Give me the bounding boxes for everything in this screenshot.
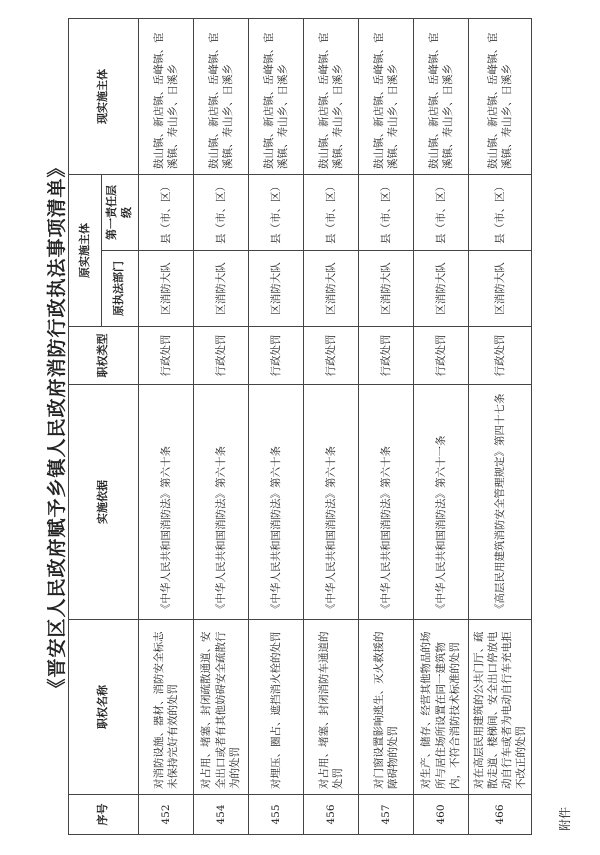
cell-original-dept: 区消防大队 xyxy=(468,251,532,327)
header-original-dept: 原执法部门 xyxy=(102,251,139,327)
cell-current: 鼓山镇、新店镇、岳峰镇、宦溪镇、寿山乡、日溪乡 xyxy=(193,19,248,175)
cell-seq: 456 xyxy=(303,795,358,835)
cell-current: 鼓山镇、新店镇、岳峰镇、宦溪镇、寿山乡、日溪乡 xyxy=(358,19,413,175)
cell-power-type: 行政处罚 xyxy=(468,327,532,385)
header-power-type: 职权类型 xyxy=(69,327,139,385)
table-row xyxy=(193,19,248,835)
table-row xyxy=(303,19,358,835)
header-current: 现实施主体 xyxy=(69,19,139,175)
cell-first-level: 县（市、区） xyxy=(303,175,358,251)
cell-seq: 452 xyxy=(138,795,193,835)
powers-table xyxy=(68,18,532,835)
cell-current: 鼓山镇、新店镇、岳峰镇、宦溪镇、寿山乡、日溪乡 xyxy=(138,19,193,175)
cell-first-level: 县（市、区） xyxy=(138,175,193,251)
cell-seq: 460 xyxy=(413,795,468,835)
header-seq: 序号 xyxy=(69,795,139,835)
cell-first-level: 县（市、区） xyxy=(468,175,532,251)
attachment-label: 附件 xyxy=(558,806,572,831)
cell-first-level: 县（市、区） xyxy=(413,175,468,251)
cell-original-dept: 区消防大队 xyxy=(303,251,358,327)
header-original-group: 原实施主体 xyxy=(69,175,102,327)
cell-seq: 457 xyxy=(358,795,413,835)
cell-seq: 454 xyxy=(193,795,248,835)
header-row xyxy=(69,19,102,835)
cell-first-level: 县（市、区） xyxy=(193,175,248,251)
cell-power-type: 行政处罚 xyxy=(248,327,303,385)
cell-power-type: 行政处罚 xyxy=(358,327,413,385)
cell-first-level: 县（市、区） xyxy=(358,175,413,251)
cell-basis: 《中华人民共和国消防法》第六十一条 xyxy=(413,385,468,620)
table-row xyxy=(413,19,468,835)
cell-basis: 《中华人民共和国消防法》第六十条 xyxy=(358,385,413,620)
cell-seq: 466 xyxy=(468,795,532,835)
cell-basis: 《中华人民共和国消防法》第六十条 xyxy=(248,385,303,620)
cell-basis: 《高层民用建筑消防安全管理规定》第四十七条 xyxy=(468,385,532,620)
cell-seq: 455 xyxy=(248,795,303,835)
table-row xyxy=(138,19,193,835)
cell-original-dept: 区消防大队 xyxy=(138,251,193,327)
cell-current: 鼓山镇、新店镇、岳峰镇、宦溪镇、寿山乡、日溪乡 xyxy=(468,19,532,175)
cell-current: 鼓山镇、新店镇、岳峰镇、宦溪镇、寿山乡、日溪乡 xyxy=(303,19,358,175)
cell-power-name: 对生产、储存、经营其他物品的场所与居住场所设置在同一建筑物内，不符合消防技术标准的处罚 xyxy=(413,620,468,795)
table-row xyxy=(358,19,413,835)
cell-power-name: 对埋压、圈占、遮挡消火栓的处罚 xyxy=(248,620,303,795)
cell-basis: 《中华人民共和国消防法》第六十条 xyxy=(303,385,358,620)
cell-power-type: 行政处罚 xyxy=(303,327,358,385)
header-power-name: 职权名称 xyxy=(69,620,139,795)
cell-power-name: 对占用、堵塞、封闭疏散通道、安全出口或者有其他妨碍安全疏散行为的处罚 xyxy=(193,620,248,795)
cell-current: 鼓山镇、新店镇、岳峰镇、宦溪镇、寿山乡、日溪乡 xyxy=(413,19,468,175)
cell-original-dept: 区消防大队 xyxy=(358,251,413,327)
cell-power-type: 行政处罚 xyxy=(413,327,468,385)
cell-original-dept: 区消防大队 xyxy=(193,251,248,327)
cell-current: 鼓山镇、新店镇、岳峰镇、宦溪镇、寿山乡、日溪乡 xyxy=(248,19,303,175)
cell-original-dept: 区消防大队 xyxy=(413,251,468,327)
cell-power-type: 行政处罚 xyxy=(138,327,193,385)
header-basis: 实施依据 xyxy=(69,385,139,620)
table-row xyxy=(468,19,532,835)
cell-power-type: 行政处罚 xyxy=(193,327,248,385)
cell-basis: 《中华人民共和国消防法》第六十条 xyxy=(193,385,248,620)
header-first-level: 第一责任层级 xyxy=(102,175,139,251)
table-row xyxy=(248,19,303,835)
cell-power-name: 对在高层民用建筑的公共门厅、疏散走道、楼梯间、安全出口停放电动自行车或者为电动自行车充电拒不改正的处罚 xyxy=(468,620,532,795)
cell-power-name: 对门窗设置影响逃生、灭火救援的障碍物的处罚 xyxy=(358,620,413,795)
cell-basis: 《中华人民共和国消防法》第六十条 xyxy=(138,385,193,620)
cell-original-dept: 区消防大队 xyxy=(248,251,303,327)
document-title: 《晋安区人民政府赋予乡镇人民政府消防行政执法事项清单》 xyxy=(46,157,68,698)
cell-first-level: 县（市、区） xyxy=(248,175,303,251)
cell-power-name: 对占用、堵塞、封闭消防车通道的处罚 xyxy=(303,620,358,795)
cell-power-name: 对消防设施、器材、消防安全标志未保持完好有效的处罚 xyxy=(138,620,193,795)
